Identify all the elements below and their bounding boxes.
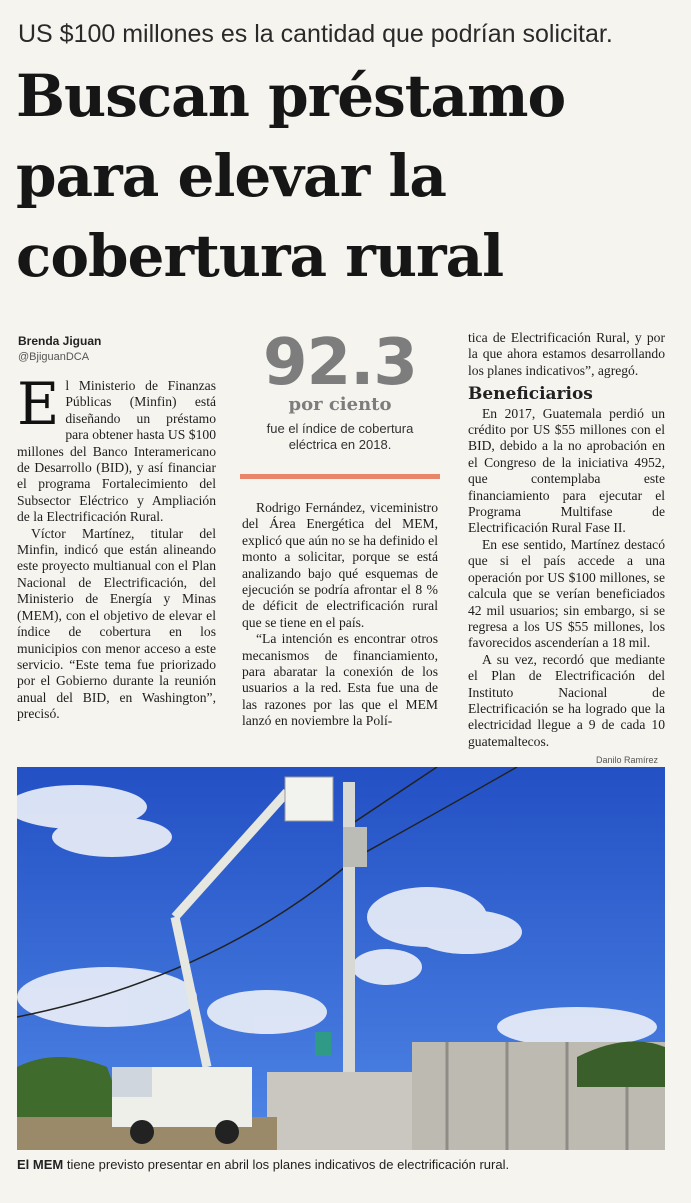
author-name: Brenda Jiguan (18, 334, 102, 348)
article-column-3 (468, 330, 665, 750)
author-handle: @BjiguanDCA (18, 351, 90, 363)
caption-text: tiene previsto presentar en abril los planes indicativos de electrificación rural. (63, 1157, 510, 1172)
photo-caption (17, 1157, 677, 1172)
paragraph: “La intención es encontrar otros mecanismos de financiamiento, para abaratar la conexión de los usuarios a la red. Esta fue una de las razones por las que el MEM lanzó en noviembre la Polí- (242, 631, 438, 729)
headline-line-1: Buscan préstamo (16, 62, 566, 130)
article-column-2 (242, 500, 438, 730)
headline-line-3: cobertura rural (16, 222, 504, 290)
byline (18, 334, 101, 363)
stat-number: 92.3 (263, 326, 417, 400)
caption-lead: El MEM (17, 1157, 64, 1172)
photo-credit: Danilo Ramírez (596, 755, 659, 765)
paragraph: En 2017, Guatemala perdió un crédito por US $55 millones con el BID, debido a la no aprobación en el Congreso de la iniciativa 4952, que contemplaba este financiamiento para ejecutar el Programa Multifase de Electrificación Rural Fase II. (468, 405, 665, 536)
stat-divider-rule (240, 474, 440, 479)
paragraph: A su vez, recordó que mediante el Plan de Electrificación del Instituto Nacional de Electrificación se ha logrado que la electricidad llegue a 9 de cada 10 guatemaltecos. (468, 651, 665, 749)
paragraph: En ese sentido, Martínez destacó que si el país accede a una operación por US $100 millones, se calcula que se verían beneficiados 42 mil usuarios; sin embargo, si se regresa a los US $55 millones, los favorecidos ascenderían a 18 mil. (468, 536, 665, 651)
stat-callout (240, 326, 440, 453)
paragraph: tica de Electrificación Rural, y por la que ahora estamos desarrollando los planes indicativos”, agregó. (468, 330, 665, 378)
section-subhead: Beneficiarios (468, 384, 593, 405)
paragraph: Rodrigo Fernández, viceministro del Área Energética del MEM, explicó que aún no se ha definido el monto a solicitar, porque se está analizando bajo qué esquemas de ejecución se podría afrontar el 8 % de déficit de electrificación rural que se tiene en el país. (242, 500, 438, 630)
water-tank (315, 1032, 331, 1056)
paragraph: Víctor Martínez, titular del Minfin, indicó que están alineando este proyecto multianual con el Plan Nacional de Electrificación, del Ministerio de Energía y Minas (MEM), con el objetivo de elevar el índice de cobertura en los municipios con menor acceso a este servicio. “Este tema fue priorizado por el Gobierno durante la reunión anual del BID, en Washington”, precisó. (17, 525, 216, 722)
stat-unit: por ciento (288, 394, 392, 415)
article-column-1 (17, 370, 216, 723)
drop-cap: E (17, 370, 60, 438)
stat-description: fue el índice de cobertura eléctrica en 2018. (266, 421, 414, 452)
headline (16, 56, 681, 296)
kicker: US $100 millones es la cantidad que podrían solicitar. (18, 20, 613, 48)
news-photo (17, 767, 665, 1150)
headline-line-2: para elevar la (16, 142, 446, 210)
paragraph (17, 370, 216, 526)
photo-illustration (17, 767, 665, 1150)
paragraph-text: l Ministerio de Finanzas Públicas (Minfin) está diseñando un préstamo para obtener hasta US $100 millones del Banco Interamericano de Desarrollo (BID), y así financiar el programa Fortalecimiento del Subsector Eléctrico y Ampliación de la Electrificación Rural. (17, 378, 216, 525)
